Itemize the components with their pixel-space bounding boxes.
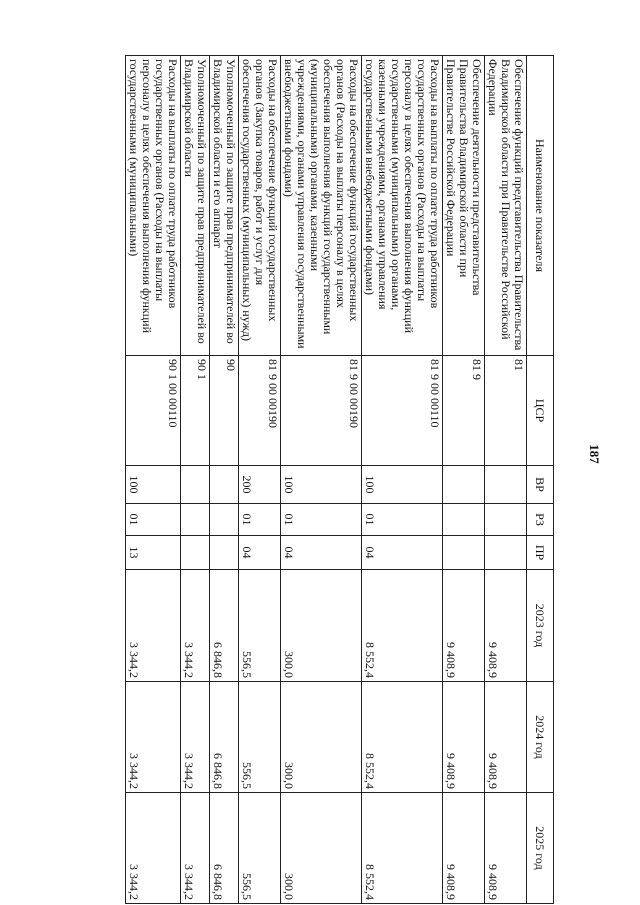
cell-name: Обеспечение деятельности представительства Правительства Владимирской области при Правительстве Российской Федерации [443, 56, 485, 356]
cell-pr [181, 536, 210, 570]
cell-pr: 04 [239, 536, 281, 570]
cell-2023: 3 344,2 [126, 570, 181, 682]
cell-csr: 81 9 00 00190 [281, 356, 362, 466]
cell-2023: 3 344,2 [181, 570, 210, 682]
header-rz: РЗ [527, 504, 554, 536]
cell-name: Расходы на обеспечение функций государственных органов (Закупка товаров, работ и услуг для обеспечения государственных (муниципальных) нужд) [239, 56, 281, 356]
table-row [281, 56, 362, 904]
table-row [210, 56, 239, 904]
cell-2025: 3 344,2 [126, 793, 181, 904]
cell-rz [443, 504, 485, 536]
cell-pr: 04 [281, 536, 362, 570]
cell-csr: 81 9 00 00190 [239, 356, 281, 466]
cell-2024: 6 846,8 [210, 682, 239, 793]
cell-vr: 100 [281, 466, 362, 504]
cell-pr [443, 536, 485, 570]
table-row [181, 56, 210, 904]
cell-2023: 9 408,9 [485, 570, 527, 682]
cell-2023: 6 846,8 [210, 570, 239, 682]
header-2024: 2024 год [527, 682, 554, 793]
cell-name: Расходы на выплаты по оплате труда работников государственных органов (Расходы на выплаты персоналу в целях обеспечения выполнения функций государственными (муниципальными) органами, казенными учреждениями, органами управления государственными внебюджетными фондами) [362, 56, 443, 356]
cell-2024: 3 344,2 [126, 682, 181, 793]
cell-vr [443, 466, 485, 504]
cell-pr: 13 [126, 536, 181, 570]
cell-2025: 9 408,9 [485, 793, 527, 904]
header-2025: 2025 год [527, 793, 554, 904]
cell-2025: 3 344,2 [181, 793, 210, 904]
cell-name: Расходы на обеспечение функций государственных органов (Расходы на выплаты персоналу в целях обеспечения выполнения функций государственными (муниципальными) органами, казенными учреждениями, органами управления государственными внебюджетными фондами) [281, 56, 362, 356]
cell-rz [485, 504, 527, 536]
cell-name: Обеспечение функций представительства Правительства Владимирской области при Правительстве Российской Федерации [485, 56, 527, 356]
cell-name: Уполномоченный по защите прав предпринимателей во Владимирской области и его аппарат [210, 56, 239, 356]
rotated-table-container [42, 55, 554, 903]
cell-2023: 556,5 [239, 570, 281, 682]
cell-csr: 81 9 [443, 356, 485, 466]
cell-2024: 9 408,9 [485, 682, 527, 793]
table-row [443, 56, 485, 904]
cell-2024: 300,0 [281, 682, 362, 793]
header-csr: ЦСР [527, 356, 554, 466]
cell-csr: 90 1 00 00110 [126, 356, 181, 466]
cell-2023: 9 408,9 [443, 570, 485, 682]
cell-rz: 01 [239, 504, 281, 536]
cell-2025: 8 552,4 [362, 793, 443, 904]
cell-rz: 01 [281, 504, 362, 536]
table-row [485, 56, 527, 904]
budget-table [125, 55, 554, 904]
cell-pr: 04 [362, 536, 443, 570]
cell-2024: 556,5 [239, 682, 281, 793]
cell-vr [485, 466, 527, 504]
cell-vr: 200 [239, 466, 281, 504]
cell-2024: 9 408,9 [443, 682, 485, 793]
cell-rz [210, 504, 239, 536]
page-number: 187 [587, 444, 602, 464]
cell-2025: 9 408,9 [443, 793, 485, 904]
cell-pr [210, 536, 239, 570]
cell-2024: 8 552,4 [362, 682, 443, 793]
cell-2025: 300,0 [281, 793, 362, 904]
cell-2024: 3 344,2 [181, 682, 210, 793]
cell-name: Расходы на выплаты по оплате труда работников государственных органов (Расходы на выплаты персоналу в целях обеспечения выполнения функций государственными (муниципальными) [126, 56, 181, 356]
cell-csr: 90 [210, 356, 239, 466]
header-row [527, 56, 554, 904]
cell-rz [181, 504, 210, 536]
cell-rz: 01 [362, 504, 443, 536]
cell-csr: 81 9 00 00110 [362, 356, 443, 466]
cell-2025: 556,5 [239, 793, 281, 904]
cell-vr: 100 [362, 466, 443, 504]
header-pr: ПР [527, 536, 554, 570]
cell-vr [210, 466, 239, 504]
cell-vr: 100 [126, 466, 181, 504]
cell-name: Уполномоченный по защите прав предпринимателей во Владимирской области [181, 56, 210, 356]
cell-rz: 01 [126, 504, 181, 536]
table-row [126, 56, 181, 904]
cell-vr [181, 466, 210, 504]
cell-csr: 81 [485, 356, 527, 466]
cell-csr: 90 1 [181, 356, 210, 466]
table-row [362, 56, 443, 904]
cell-2023: 8 552,4 [362, 570, 443, 682]
header-vr: ВР [527, 466, 554, 504]
header-name: Наименование показателя [527, 56, 554, 356]
table-row [239, 56, 281, 904]
cell-2023: 300,0 [281, 570, 362, 682]
header-2023: 2023 год [527, 570, 554, 682]
cell-pr [485, 536, 527, 570]
cell-2025: 6 846,8 [210, 793, 239, 904]
